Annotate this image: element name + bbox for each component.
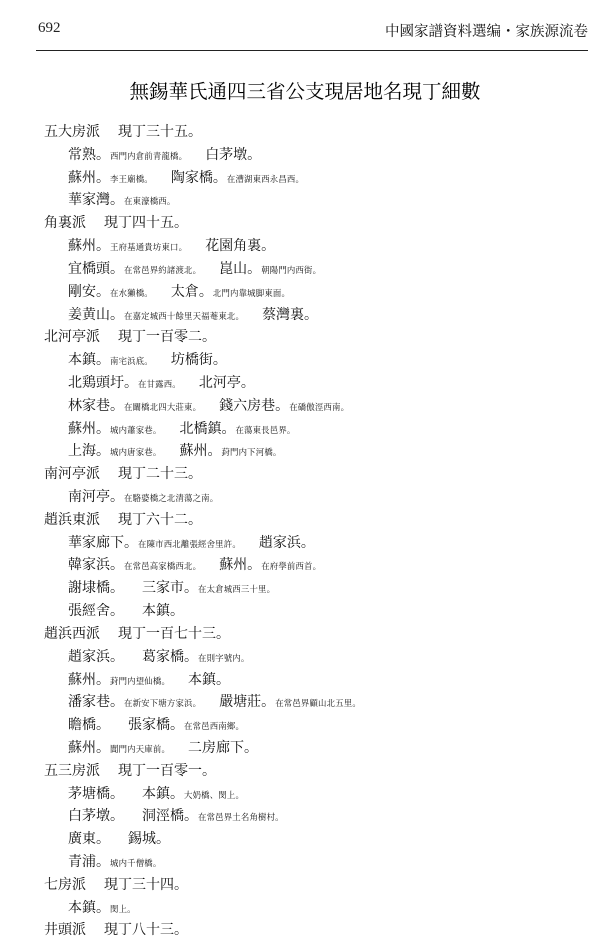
location-name: 蘇州。 (68, 420, 110, 437)
location-line (44, 691, 604, 714)
location-line (44, 304, 604, 327)
location-note: 朝陽門内西街。 (261, 264, 322, 275)
branch-line (44, 121, 604, 144)
location-entry (171, 167, 304, 190)
location-name: 瞻橋。 (68, 717, 110, 734)
location-line (44, 440, 604, 463)
location-note: 在常邑界顧山北五里。 (275, 698, 361, 709)
location-line (44, 349, 604, 372)
branch-count: 現丁三十四。 (104, 876, 188, 893)
location-name: 陶家橋。 (170, 169, 227, 186)
location-entry (68, 554, 201, 577)
location-entry (171, 349, 227, 372)
location-entry (68, 805, 124, 828)
location-note: 在嘉定城西十餘里天福菴東北。 (124, 310, 245, 321)
location-entry (68, 577, 124, 600)
location-line (44, 395, 604, 418)
location-name: 北鶏頭圩。 (68, 374, 138, 391)
location-note: 城内蕭家巷。 (110, 424, 162, 435)
location-entry (142, 646, 249, 669)
branch-line (44, 760, 604, 783)
branch-name: 角裏派 (44, 215, 86, 232)
location-entry (68, 532, 241, 555)
location-name: 嚴塘莊。 (219, 694, 276, 711)
branch-name: 北河亭派 (44, 329, 100, 346)
branch-line (44, 919, 604, 942)
location-note: 在常邑界約諸渡北。 (124, 264, 202, 275)
branch-name: 南河亭派 (44, 466, 100, 483)
location-entry (68, 714, 110, 737)
location-line (44, 577, 604, 600)
location-entry (68, 189, 175, 212)
location-note: 在礄傲涇西南。 (289, 401, 350, 412)
location-name: 常熟。 (68, 146, 110, 163)
location-line (44, 828, 604, 851)
location-name: 蘇州。 (179, 443, 222, 460)
location-entry (68, 235, 187, 258)
location-entry (68, 440, 161, 463)
location-entry (68, 828, 110, 851)
location-entry (68, 372, 181, 395)
branch-name: 趙浜東派 (44, 511, 100, 528)
location-name: 宜橋頭。 (68, 260, 124, 277)
location-note: 葑門内望仙橋。 (110, 675, 171, 686)
location-name: 華家灣。 (68, 192, 124, 209)
location-entry (68, 897, 136, 920)
location-entry (262, 304, 318, 327)
location-name: 蘇州。 (68, 671, 110, 688)
location-line (44, 783, 604, 806)
location-name: 剛安。 (68, 283, 110, 300)
header-rule (36, 50, 588, 51)
location-name: 張家橋。 (128, 717, 184, 734)
location-name: 蘇州。 (219, 557, 262, 574)
location-entry (142, 805, 284, 828)
location-entry (68, 737, 170, 760)
location-line (44, 669, 604, 692)
branch-count: 現丁二十三。 (118, 466, 202, 483)
location-name: 本鎮。 (68, 899, 110, 916)
branch-line (44, 463, 604, 486)
location-name: 二房廊下。 (188, 739, 259, 756)
location-line (44, 532, 604, 555)
location-entry (68, 258, 201, 281)
location-note: 城内唐家巷。 (110, 447, 162, 458)
branch-count: 現丁三十五。 (118, 124, 202, 140)
location-entry (179, 418, 295, 441)
branch-name: 五三房派 (44, 762, 100, 779)
location-line (44, 144, 604, 167)
location-name: 本鎮。 (188, 671, 231, 688)
location-entry (68, 304, 244, 327)
location-name: 花園角裏。 (205, 238, 276, 255)
branch-name: 井頭派 (44, 922, 86, 939)
location-name: 廣東。 (68, 831, 110, 848)
location-note: 大奶橋、閔上。 (184, 789, 245, 800)
location-line (44, 646, 604, 669)
location-entry (68, 281, 153, 304)
location-entry (179, 440, 281, 463)
location-line (44, 714, 604, 737)
location-name: 蘇州。 (68, 739, 110, 756)
location-line (44, 372, 604, 395)
branch-count: 現丁一百零二。 (118, 329, 216, 346)
location-line (44, 897, 604, 920)
location-name: 白茅墩。 (205, 146, 262, 163)
location-line (44, 258, 604, 281)
location-name: 林家巷。 (68, 397, 124, 414)
location-entry (219, 258, 321, 281)
location-line (44, 167, 604, 190)
location-name: 趙家浜。 (258, 534, 315, 551)
location-note: 在常邑高家橋西北。 (124, 561, 202, 572)
branch-count: 現丁一百零一。 (118, 762, 216, 779)
location-note: 在水獺橋。 (110, 287, 153, 298)
location-entry (188, 737, 258, 760)
location-name: 洞涇橋。 (142, 808, 198, 825)
location-name: 蘇州。 (68, 169, 110, 186)
branch-line (44, 874, 604, 897)
location-entry (142, 600, 184, 623)
location-note: 在則字號内。 (198, 652, 250, 663)
location-line (44, 737, 604, 760)
location-note: 城内千僧橋。 (110, 858, 162, 868)
location-name: 錫城。 (128, 831, 170, 848)
location-note: 在闞橋北四大莊東。 (124, 401, 202, 412)
location-entry (68, 669, 170, 692)
location-entry (68, 783, 124, 806)
location-line (44, 600, 604, 623)
location-name: 韓家浜。 (68, 557, 124, 574)
branch-line (44, 326, 604, 349)
location-entry (128, 828, 170, 851)
location-entry (68, 418, 161, 441)
location-line (44, 281, 604, 304)
location-name: 趙家浜。 (68, 648, 124, 665)
location-note: 在府學前西首。 (261, 561, 322, 572)
location-name: 上海。 (68, 443, 110, 460)
location-entry (219, 691, 361, 714)
location-name: 潘家巷。 (68, 694, 124, 711)
location-note: 北門内靠城脚東面。 (212, 287, 291, 298)
location-note: 在蕩東長邑界。 (235, 424, 296, 435)
location-entry (171, 281, 290, 304)
location-name: 華家廊下。 (68, 534, 138, 551)
location-note: 在常邑西南鄉。 (184, 721, 245, 732)
location-name: 謝埭橋。 (68, 580, 124, 597)
genealogy-list (44, 121, 604, 942)
location-entry (68, 851, 161, 874)
location-name: 崑山。 (219, 260, 262, 277)
location-entry (142, 577, 275, 600)
location-line (44, 418, 604, 441)
location-note: 葑門内下河橋。 (221, 447, 282, 458)
location-note: 閶門内天庫前。 (110, 743, 171, 754)
location-line (44, 554, 604, 577)
location-entry (68, 646, 124, 669)
location-entry (219, 395, 349, 418)
branch-line (44, 509, 604, 532)
location-name: 蘇州。 (68, 238, 110, 255)
location-note: 在駱婆橋之北清蕩之南。 (124, 493, 219, 503)
location-name: 蔡灣裏。 (262, 306, 319, 323)
page-number: 692 (38, 20, 61, 36)
location-note: 在甘露西。 (138, 378, 181, 389)
location-entry (68, 600, 124, 623)
branch-count: 現丁一百七十三。 (118, 625, 230, 642)
branch-name: 七房派 (44, 876, 86, 893)
branch-count: 現丁六十二。 (118, 511, 202, 528)
location-entry (219, 554, 321, 577)
location-name: 茅塘橋。 (68, 785, 124, 802)
page-title: 無錫華氏通四三省公支現居地名現丁細數 (129, 80, 481, 103)
location-name: 姜黄山。 (68, 306, 124, 323)
location-note: 西門内倉前青龍橋。 (110, 150, 188, 161)
location-note: 在太倉城西三十里。 (198, 584, 276, 595)
branch-count: 現丁四十五。 (104, 215, 188, 232)
location-note: 閔上。 (110, 903, 136, 914)
branch-name: 五大房派 (44, 124, 100, 140)
location-note: 李王廟橋。 (110, 173, 153, 184)
location-name: 張經舍。 (68, 603, 124, 620)
location-name: 錢六房巷。 (219, 397, 290, 414)
location-name: 三家市。 (142, 580, 198, 597)
location-name: 葛家橋。 (142, 648, 198, 665)
location-note: 在常邑界土名角樹村。 (198, 812, 284, 823)
location-entry (188, 669, 230, 692)
location-note: 在陳市西北離張經舍里許。 (138, 538, 241, 549)
location-name: 青浦。 (68, 854, 110, 870)
branch-name: 趙浜西派 (44, 625, 100, 642)
branch-line (44, 212, 604, 235)
location-note: 南宅浜底。 (110, 356, 153, 367)
location-note: 在東濠橋西。 (124, 196, 176, 207)
location-entry (199, 372, 255, 395)
location-line (44, 189, 604, 212)
location-entry (68, 486, 218, 509)
location-line (44, 851, 604, 874)
location-line (44, 805, 604, 828)
location-entry (68, 691, 201, 714)
location-entry (68, 167, 153, 190)
location-name: 北河亭。 (198, 374, 255, 391)
branch-line (44, 623, 604, 646)
location-entry (205, 235, 275, 258)
location-entry (205, 144, 261, 167)
location-entry (142, 783, 244, 806)
location-name: 本鎮。 (142, 785, 184, 802)
location-note: 在漕湖東西永昌西。 (226, 173, 305, 184)
location-name: 南河亭。 (68, 489, 124, 505)
location-name: 本鎮。 (68, 352, 110, 369)
location-name: 白茅墩。 (68, 808, 124, 825)
location-line (44, 486, 604, 509)
location-name: 北橋鎮。 (179, 420, 236, 437)
location-entry (259, 532, 315, 555)
location-name: 太倉。 (170, 283, 213, 300)
location-entry (68, 144, 187, 167)
location-name: 坊橋街。 (170, 352, 227, 369)
location-note: 王府基通貴坊東口。 (110, 242, 188, 253)
location-entry (128, 714, 244, 737)
location-note: 在新安下塘方家浜。 (124, 698, 202, 709)
location-name: 本鎮。 (142, 603, 184, 620)
location-line (44, 235, 604, 258)
branch-count: 現丁八十三。 (104, 922, 188, 939)
location-entry (68, 395, 201, 418)
location-entry (68, 349, 153, 372)
running-header-title: 中國家譜資料選编・家族源流卷 (385, 24, 588, 40)
